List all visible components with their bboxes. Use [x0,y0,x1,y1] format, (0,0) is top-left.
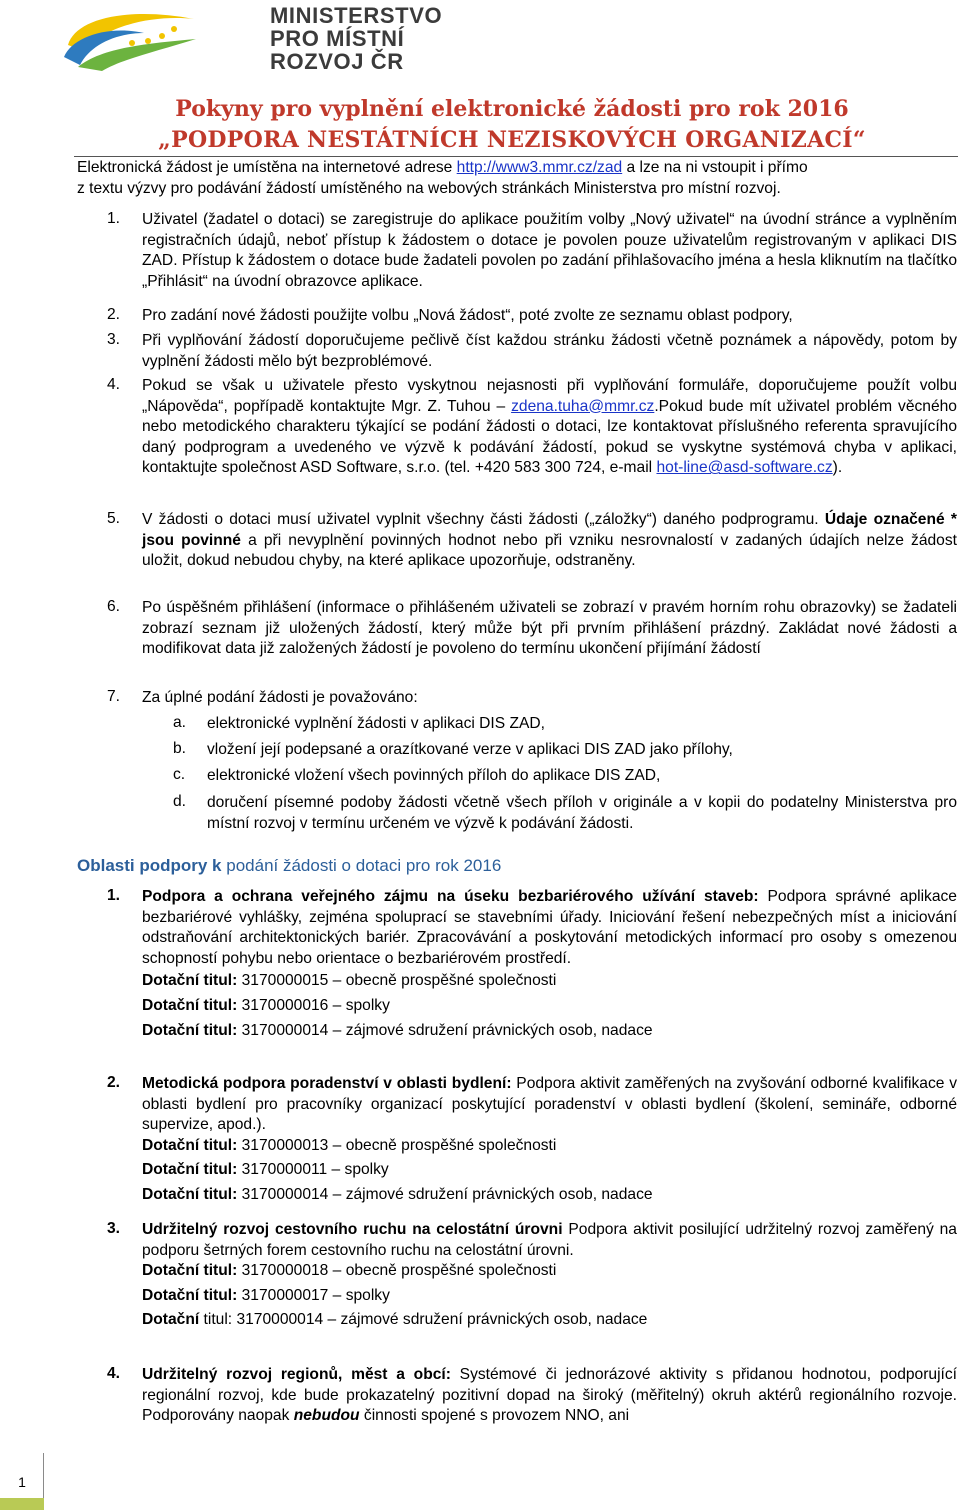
subitem: a. elektronické vyplnění žádosti v aplikaci DIS ZAD, [173,714,546,732]
instruction-item: 3. Při vyplňování žádostí doporučujeme pečlivě číst každou stránku žádosti včetně poznámek a nápovědy, potom by vyplnění žádosti mělo být bezproblémové. [107,331,957,370]
instruction-item: 6. Po úspěšném přihlášení (informace o přihlášeném uživateli se zobrazí v pravém horním rohu obrazovky) se žadateli zobrazí seznam již uložených žádostí, který může být při prvním přihlášení prázdný. Zakládat nové žádosti a modifikovat data již založených žádostí je povoleno do termínu ukončení přijímání žádostí [107,598,957,658]
support-area: 2. Metodická podpora poradenství v oblasti bydlení: Podpora aktivit zaměřených na zvyšování odborné kvalifikace v oblasti bydlení pro pracovníky organizací poskytující poradenství v oblasti bydlení (školení, semináře, odborné supervize, apod.). Dotační titul: 3170000013 – obecně prospěšné společnosti Dotační titul: 3170000011 – spolky Dotační titul: 3170000014 – zájmové sdružení právnických osob, nadace [107,1074,957,1206]
document-subtitle: „PODPORA NESTÁTNÍCH NEZISKOVÝCH ORGANIZACÍ“ [158,127,866,153]
grant-line: Dotační titul: 3170000011 – spolky [142,1161,389,1179]
grant-line: Dotační titul: 3170000014 – zájmové sdružení právnických osob, nadace [142,1021,653,1039]
logo-emblem-icon [62,3,202,73]
logo-wordmark: MINISTERSTVO PRO MÍSTNÍ ROZVOJ ČR [270,3,443,74]
grant-line: Dotační titul: 3170000017 – spolky [142,1286,390,1304]
application-link[interactable]: http://www3.mmr.cz/zad [456,159,623,176]
grant-line: Dotační titul: 3170000015 – obecně prospěšné společnosti [142,972,557,990]
page-number: 1 [18,1474,26,1490]
document-title: Pokyny pro vyplnění elektronické žádosti pro rok 2016 [175,96,849,122]
instruction-item: 1. Uživatel (žadatel o dotaci) se zaregistruje do aplikace použitím volby „Nový uživatel“ na úvodní stránce a vyplněním registračních údajů, neboť přístup k žádostem o dotace je povolen pouze uživatelům registrovaným v aplikaci DIS ZAD. Přístup k žádostem o dotace bude žadateli povolen po zadání přihlašovacího jména a hesla kliknutím na tlačítko „Přihlásit“ na úvodní obrazovce aplikace. [107,210,957,290]
section-heading: Oblasti podpory k podání žádosti o dotaci pro rok 2016 [77,856,502,875]
contact-email-link[interactable]: zdena.tuha@mmr.cz [511,397,655,415]
instruction-item: 5. V žádosti o dotaci musí uživatel vyplnit všechny části žádosti („záložky“) daného podprogramu. Údaje označené * jsou povinné a při nevyplnění povinných hodnot nebo při vzniku nesrovnalostí v zadaných údajích nelze žádost uložit, dokud nebudou chyby, na které aplikace upozorňuje, odstraněny. [107,510,957,570]
support-area: 3. Udržitelný rozvoj cestovního ruchu na celostátní úrovni Podpora aktivit posilující udržitelný rozvoj zaměřený na podporu šetrných forem cestovního ruchu na celostátní úrovni. Dotační titul: 3170000018 – obecně prospěšné společnosti Dotační titul: 3170000017 – spolky Dotační titul: 3170000014 – zájmové sdružení právnických osob, nadace [107,1220,957,1331]
subitem: d. doručení písemné podoby žádosti včetně všech příloh v originále a v kopii do podatelny Ministerstva pro místní rozvoj v termínu určeném ve výzvě k podávání žádosti. [173,793,957,832]
instruction-item: 2. Pro zadání nové žádosti použijte volbu „Nová žádost“, poté zvolte ze seznamu oblast podpory, [107,306,793,324]
grant-line: Dotační titul: 3170000014 – zájmové sdružení právnických osob, nadace [142,1185,653,1203]
ministry-logo [62,3,443,75]
instruction-item: 7. Za úplné podání žádosti je považováno: [107,688,418,706]
support-area: 4. Udržitelný rozvoj regionů, měst a obcí: Systémové či jednorázové aktivity s přidanou hodnotou, podporující regionální rozvoj, kde bude prokazatelný pozitivní dopad na široký (měřitelný) okruh aktérů regionálního rozvoje. Podporovány naopak nebudou činnosti spojené s provozem NNO, ani [107,1365,957,1425]
grant-line: Dotační titul: 3170000014 – zájmové sdružení právnických osob, nadace [142,1311,648,1329]
title-divider [74,156,958,157]
footer-accent-bar [0,1498,44,1510]
grant-line: Dotační titul: 3170000013 – obecně prospěšné společnosti [142,1136,557,1154]
subitem: b. vložení její podepsané a orazítkované verze v aplikaci DIS ZAD jako přílohy, [173,740,733,758]
support-area: 1. Podpora a ochrana veřejného zájmu na úseku bezbariérového užívání staveb: Podpora správné aplikace bezbariérové vyhlášky, zejména spoluprací se stavebními úřady. Iniciování řešení nebezpečných míst a iniciování odstraňování architektonických bariér. Zpracovávání a poskytování metodických informací pro osoby s omezenou schopností pohybu nebo orientace o bezbariérovém prostředí. Dotační titul: 3170000015 – obecně prospěšné společnosti Dotační titul: 3170000016 – spolky Dotační titul: 3170000014 – zájmové sdružení právnických osob, nadace [107,887,957,1041]
grant-line: Dotační titul: 3170000018 – obecně prospěšné společnosti [142,1262,557,1280]
instruction-item: 4. Pokud se však u uživatele přesto vyskytnou nejasnosti při vyplňování formuláře, doporučujeme použít volbu „Nápověda“, popřípadě kontaktujte Mgr. Z. Tuhou – zdena.tuha@mmr.cz.Pokud bude mít uživatel problém věcného nebo metodického charakteru týkající se podání žádosti o dotaci, lze kontaktovat příslušného referenta spravujícího daný podprogram a uvedeného ve výzvě k podávání žádostí, pokud se vyskytne systémová chyba v aplikaci, kontaktujte společnost ASD Software, s.r.o. (tel. +420 583 300 724, e-mail hot-line@asd-software.cz). [107,376,957,477]
subitem: c. elektronické vložení všech povinných příloh do aplikace DIS ZAD, [173,766,661,784]
intro-paragraph: Elektronická žádost je umístěna na internetové adrese http://www3.mmr.cz/zad a lze na ni vstoupit i přímo z textu výzvy pro podávání žádostí umístěného na webových stránkách Ministerstva pro místní rozvoj. [77,159,808,197]
grant-line: Dotační titul: 3170000016 – spolky [142,996,390,1014]
hotline-email-link[interactable]: hot-line@asd-software.cz [656,459,833,477]
